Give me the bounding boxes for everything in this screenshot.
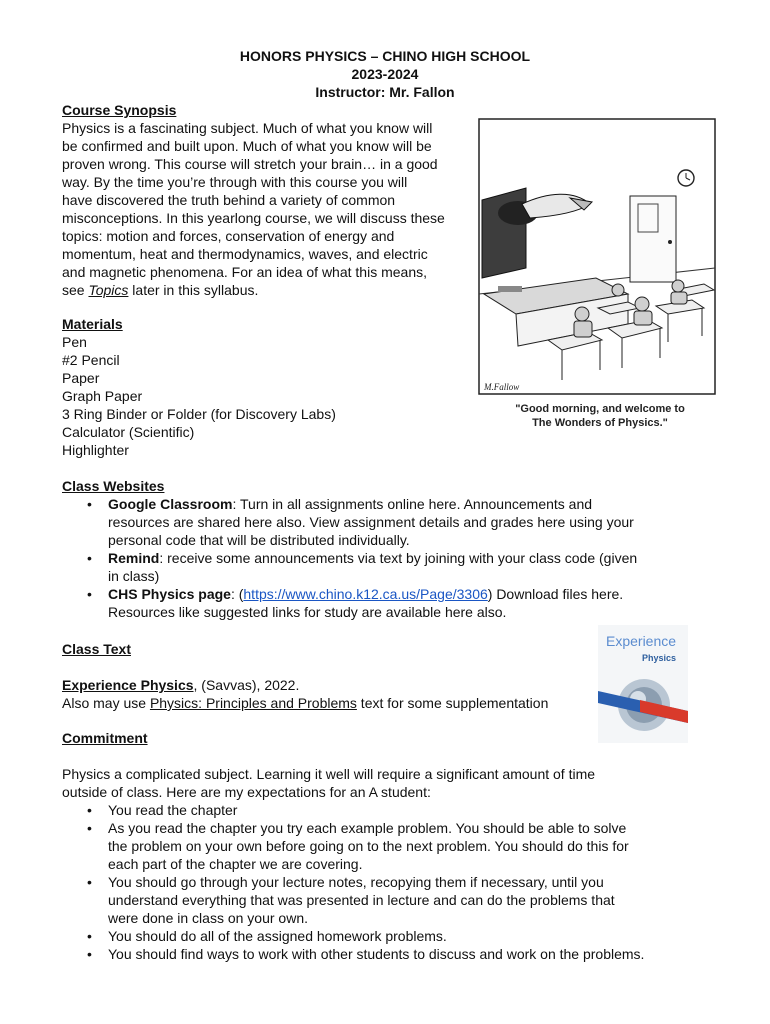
text-span: You should go through your lecture notes, recopying them if necessary, until you	[108, 874, 604, 890]
materials-item: Pen	[62, 334, 87, 350]
cover-title-line: Experience	[606, 633, 677, 649]
supplement-book-title: Physics: Principles and Problems	[149, 695, 357, 711]
list-item-continuation	[62, 603, 637, 621]
synopsis-heading: Course Synopsis	[62, 102, 177, 118]
text-span: ) Download files here.	[487, 586, 624, 602]
list-item-continuation	[62, 567, 637, 585]
google-classroom-label: Google Classroom	[108, 496, 233, 512]
cartoon-signature: M.Fallow	[484, 382, 520, 392]
synopsis-line: have discovered the truth behind a variety of common	[62, 192, 396, 208]
text-span: see	[62, 282, 89, 298]
text-span: : (	[230, 586, 244, 602]
list-item-continuation	[62, 909, 644, 927]
instructor-line: Instructor: Mr. Fallon	[315, 84, 455, 100]
list-item	[62, 927, 644, 945]
textbook-title: Experience Physics	[62, 677, 194, 693]
materials-item: Calculator (Scientific)	[62, 424, 195, 440]
list-item-continuation	[62, 891, 644, 909]
text-span: understand everything that was presented in lecture and can do the problems that	[108, 892, 615, 908]
synopsis-line: be confirmed and built upon. Much of what you know will be	[62, 138, 432, 154]
text-span: text for some supplementation	[356, 695, 549, 711]
list-item	[62, 819, 644, 837]
text-span: were done in class on your own.	[108, 910, 308, 926]
materials-item: Paper	[62, 370, 100, 386]
list-item	[62, 549, 637, 567]
expectations-list	[62, 801, 644, 963]
text-span: : receive some announcements via text by joining with your class code (given	[159, 550, 638, 566]
commitment-intro: outside of class. Here are my expectations for an A student:	[62, 784, 431, 800]
materials-item: Highlighter	[62, 442, 129, 458]
text-span: You should find ways to work with other students to discuss and work on the problems.	[108, 946, 645, 962]
cartoon-caption-line: "Good morning, and welcome to	[515, 403, 685, 415]
text-span: You read the chapter	[108, 802, 238, 818]
synopsis-line: proven wrong. This course will stretch your brain… in a good	[62, 156, 438, 172]
list-item	[62, 873, 644, 891]
synopsis-line: misconceptions. In this yearlong course, we will discuss these	[62, 210, 445, 226]
text-span: in class)	[108, 568, 160, 584]
commitment-intro: Physics a complicated subject. Learning it well will require a significant amount of time	[62, 766, 596, 782]
chs-physics-link[interactable]: https://www.chino.k12.ca.us/Page/3306	[243, 586, 488, 602]
websites-list	[62, 495, 637, 621]
list-item-continuation	[62, 513, 637, 531]
synopsis-line: topics: motion and forces, conservation of energy and	[62, 228, 395, 244]
list-item-continuation	[62, 837, 644, 855]
synopsis-line: momentum, heat and thermodynamics, waves, and electric	[62, 246, 428, 262]
text-span: You should do all of the assigned homework problems.	[108, 928, 447, 944]
text-span: later in this syllabus.	[128, 282, 259, 298]
text-span: As you read the chapter you try each example problem. You should be able to solve	[108, 820, 627, 836]
list-item-continuation	[62, 531, 637, 549]
cartoon-caption-line: The Wonders of Physics."	[532, 417, 668, 429]
document-title: HONORS PHYSICS – CHINO HIGH SCHOOL	[239, 48, 531, 64]
text-span: resources are shared here also. View assignment details and grades here using your	[108, 514, 634, 530]
materials-item: Graph Paper	[62, 388, 143, 404]
text-span: , (Savvas), 2022.	[193, 677, 300, 693]
text-span: : Turn in all assignments online here. Announcements and	[232, 496, 593, 512]
materials-item: #2 Pencil	[62, 352, 120, 368]
list-item	[62, 495, 637, 513]
text-span: each part of the chapter we are covering.	[108, 856, 363, 872]
remind-label: Remind	[108, 550, 160, 566]
materials-item: 3 Ring Binder or Folder (for Discovery Labs)	[62, 406, 336, 422]
text-span: personal code that will be distributed individually.	[108, 532, 410, 548]
list-item	[62, 945, 644, 963]
text-span: the problem on your own before going on to the next problem. You should do this for	[108, 838, 629, 854]
class-text-heading: Class Text	[62, 641, 131, 657]
synopsis-line: and magnetic phenomena. For an idea of what this means,	[62, 264, 427, 280]
commitment-heading: Commitment	[62, 730, 148, 746]
synopsis-last-line	[62, 281, 258, 299]
textbook-cover	[598, 625, 688, 743]
school-year: 2023-2024	[351, 66, 419, 82]
list-item	[62, 801, 644, 819]
textbook-line	[62, 676, 299, 694]
cover-subtitle-line: Physics	[642, 653, 677, 663]
text-span: Also may use	[62, 695, 150, 711]
topics-reference: Topics	[88, 282, 129, 298]
chs-physics-label: CHS Physics page	[108, 586, 231, 602]
text-span: Resources like suggested links for study are available here also.	[108, 604, 507, 620]
websites-heading: Class Websites	[62, 478, 165, 494]
supplement-line	[62, 694, 548, 712]
synopsis-line: Physics is a fascinating subject. Much of what you know will	[62, 120, 433, 136]
classroom-cartoon	[478, 118, 716, 434]
synopsis-line: way. By the time you’re through with this course you will	[62, 174, 408, 190]
list-item-continuation	[62, 855, 644, 873]
list-item	[62, 585, 637, 603]
materials-heading: Materials	[62, 316, 123, 332]
